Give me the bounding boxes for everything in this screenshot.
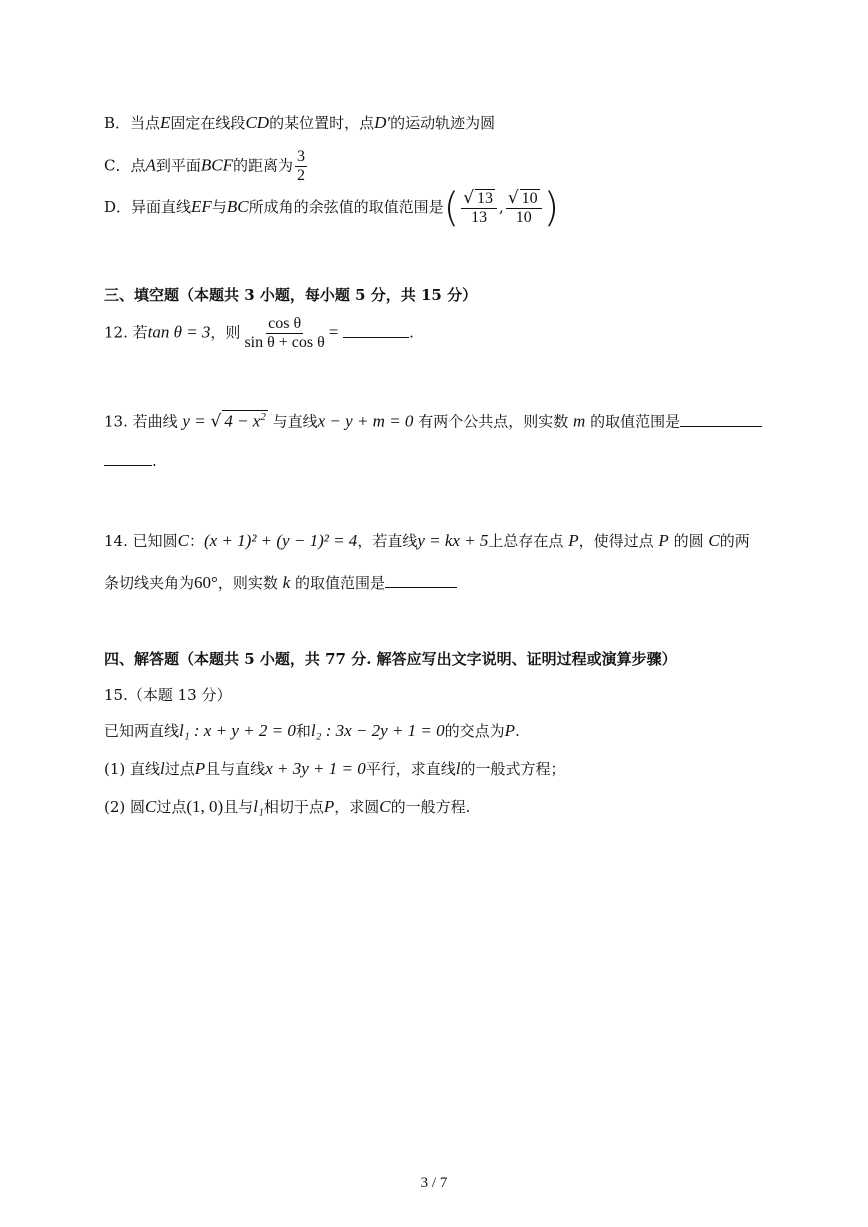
circle-c: C (708, 531, 720, 550)
line-equation: y = kx + 5 (417, 531, 489, 550)
segment-cd: CD (245, 113, 270, 132)
fraction-sqrt13 (461, 189, 497, 227)
point-e: E (160, 113, 171, 132)
part-2-text-3: 相切于点 (263, 798, 324, 816)
part-2-text: 过点 (156, 798, 187, 816)
point-p: P (323, 797, 335, 816)
answer-blank-part2[interactable] (104, 464, 152, 466)
q14-text: ，若直线 (357, 532, 418, 550)
part-1-text-4: 的一般式方程； (460, 760, 566, 778)
q15-period: . (515, 722, 520, 740)
radicand-13: 13 (477, 190, 494, 207)
option-b-text-3: 的某位置时，点 (269, 114, 375, 132)
radicand (222, 410, 268, 432)
question-13-continuation (104, 452, 157, 470)
option-d-text-2: 与 (211, 198, 227, 216)
q14-text-7: ，则实数 (217, 574, 278, 592)
comma: , (499, 198, 504, 216)
option-b-text-2: 固定在线段 (170, 114, 246, 132)
q13-text: 与直线 (272, 412, 318, 431)
angle-value: 60° (194, 573, 218, 592)
q14-text-8: 的取值范围是 (294, 574, 385, 592)
line-l1: l₁ : x + y + 2 = 0 (179, 721, 296, 740)
answer-blank[interactable] (385, 586, 457, 588)
line-l1: l₁ (253, 797, 264, 816)
question-15-intro (104, 720, 520, 741)
plane-bcf: BCF (200, 155, 233, 175)
question-12 (104, 315, 414, 352)
q12-period: . (409, 323, 414, 342)
question-15-part-2 (104, 796, 470, 817)
q13-text-3: 的取值范围是 (590, 412, 681, 431)
fraction-sqrt10 (506, 189, 542, 227)
q14-label: 14. 已知圆 (104, 532, 178, 550)
part-2-text-2: 且与 (223, 798, 254, 816)
line-bc: BC (226, 197, 249, 216)
point-d-prime: D′ (374, 113, 391, 132)
option-b-text-4: 的运动轨迹为圆 (390, 114, 496, 132)
radical-icon: √ (507, 188, 519, 208)
option-c (104, 148, 309, 185)
exponent: 2 (260, 411, 266, 423)
circle-c: C (145, 797, 157, 816)
q14-text-2: 上总存在点 (488, 532, 564, 550)
option-d-text: D．异面直线 (104, 198, 192, 216)
fraction-denominator: sin θ + cos θ (244, 334, 325, 351)
q15-text: 已知两直线 (104, 722, 180, 740)
option-c-text-3: 的距离为 (233, 156, 294, 175)
question-15-part-1 (104, 758, 565, 779)
q14-text-4: 的圆 (673, 532, 704, 550)
point-p: P (194, 759, 206, 778)
fraction-numerator (461, 189, 497, 209)
q13-text-2: 有两个公共点，则实数 (418, 412, 569, 431)
q12-condition: tan θ = 3 (147, 322, 211, 342)
fraction-numerator: 3 (297, 148, 306, 165)
circle-c: C (379, 797, 391, 816)
line-l: l (455, 759, 461, 778)
radicand-10: 10 (521, 190, 538, 207)
section-3-heading: 三、填空题（本题共 3 小题，每小题 5 分，共 15 分） (104, 286, 478, 304)
radicand-text: 4 − x (224, 411, 261, 431)
part-2-label: (2) 圆 (104, 798, 146, 816)
q13-label: 13. 若曲线 (104, 412, 178, 431)
part-2-text-4: ，求圆 (334, 798, 380, 816)
line-equation: x + 3y + 1 = 0 (265, 759, 366, 778)
option-b-text: B．当点 (104, 114, 161, 132)
question-13 (104, 410, 762, 432)
fraction-denominator: 2 (297, 167, 306, 184)
left-paren: ( (443, 185, 460, 231)
radical-icon: √ (463, 188, 475, 208)
fraction-denominator: 13 (471, 209, 488, 226)
fraction-numerator (506, 189, 542, 209)
equals-sign: = (328, 322, 339, 342)
point-p: P (568, 531, 579, 550)
point-coordinates: (1, 0) (186, 797, 224, 816)
variable-m: m (573, 411, 586, 431)
point-p: P (658, 531, 669, 550)
option-d (104, 185, 560, 231)
answer-blank-part1[interactable] (680, 425, 762, 427)
option-b (104, 112, 495, 133)
part-1-label: (1) 直线 (104, 760, 161, 778)
part-1-text-2: 且与直线 (205, 760, 266, 778)
fraction-three-halves (295, 148, 307, 185)
q15-text-3: 的交点为 (444, 722, 505, 740)
curve-lhs: y = (182, 411, 206, 431)
question-15-header: 15.（本题 13 分） (104, 686, 232, 704)
option-d-text-3: 所成角的余弦值的取值范围是 (248, 198, 444, 216)
fraction-numerator: cos θ (268, 315, 302, 332)
fraction-denominator: 10 (515, 209, 532, 226)
point-a: A (145, 155, 156, 175)
part-1-text: 过点 (164, 760, 195, 778)
question-14-line-2 (104, 572, 457, 593)
radical-icon: √ (210, 411, 222, 432)
section-4-heading: 四、解答题（本题共 5 小题，共 77 分. 解答应写出文字说明、证明过程或演算步骤） (104, 650, 677, 668)
q13-period: . (152, 452, 157, 470)
line-equation: x − y + m = 0 (317, 411, 414, 431)
colon: ： (188, 532, 204, 550)
question-14 (104, 530, 750, 551)
option-c-text: C．点 (104, 156, 146, 175)
part-2-text-5: 的一般方程. (390, 798, 471, 816)
q14-text-3: ，使得过点 (578, 532, 654, 550)
part-1-text-3: 平行，求直线 (365, 760, 456, 778)
q15-text-2: 和 (295, 722, 311, 740)
line-l: l (160, 759, 165, 778)
q14-text-5: 的两 (719, 532, 750, 550)
q12-text: ，则 (210, 323, 241, 342)
q14-text-6: 条切线夹角为 (104, 574, 195, 592)
line-l2: l₂ : 3x − 2y + 1 = 0 (310, 721, 445, 740)
right-paren: ) (543, 185, 560, 231)
answer-blank[interactable] (343, 336, 409, 338)
point-p: P (504, 721, 516, 740)
page-number: 3 / 7 (420, 1175, 448, 1191)
circle-equation: (x + 1)² + (y − 1)² = 4 (203, 531, 358, 550)
line-ef: EF (191, 197, 212, 216)
q12-fraction (242, 315, 326, 352)
circle-c: C (177, 531, 189, 550)
option-c-text-2: 到平面 (155, 156, 201, 175)
variable-k: k (282, 573, 291, 592)
q12-label: 12. 若 (104, 323, 148, 342)
